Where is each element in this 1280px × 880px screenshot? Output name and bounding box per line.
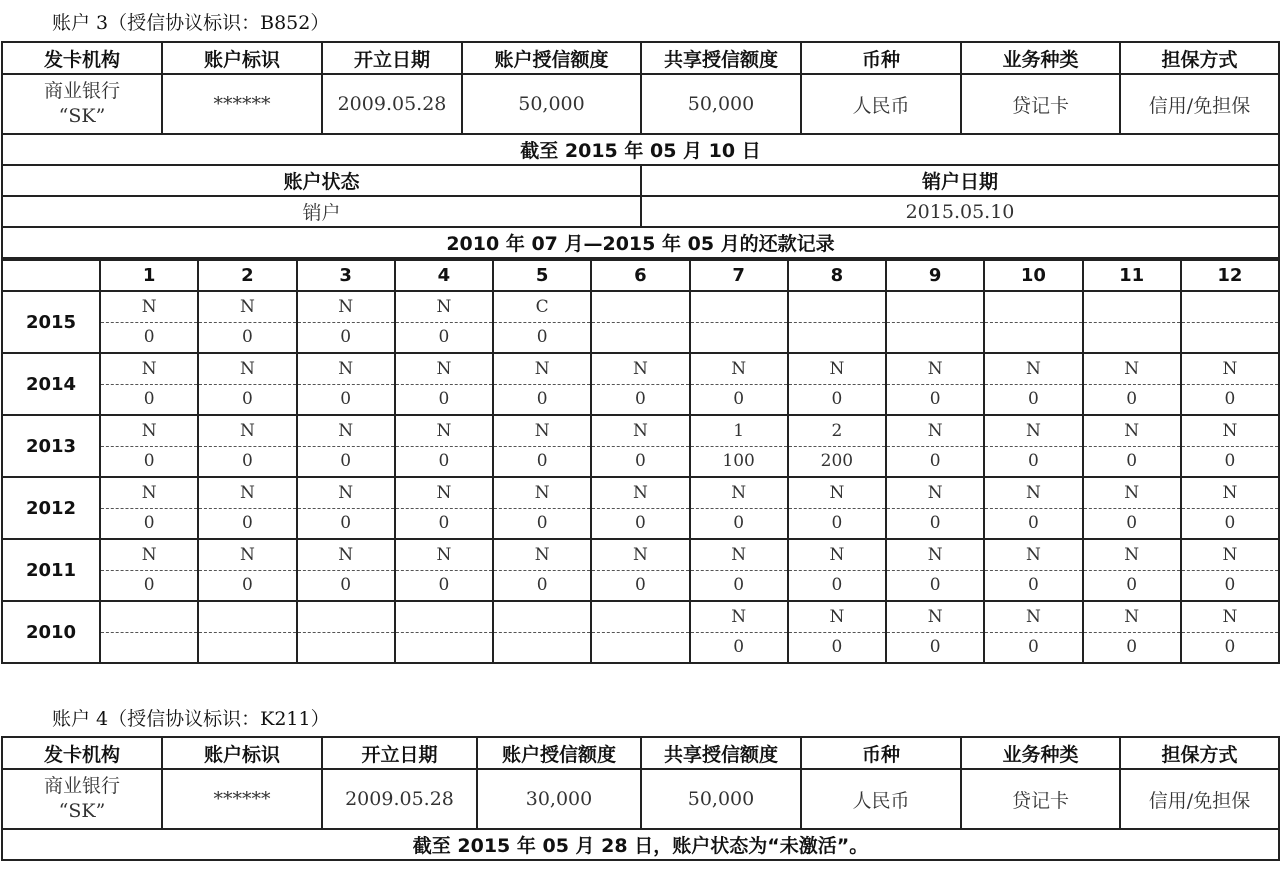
repayment-cell <box>198 291 296 353</box>
overdue-amount: 0 <box>241 575 253 596</box>
repayment-status: N <box>691 602 787 633</box>
overdue-amount: 0 <box>1126 637 1138 658</box>
repayment-cell <box>690 353 788 415</box>
repayment-cell <box>690 291 788 353</box>
open-date-value: 2009.05.28 <box>322 769 477 829</box>
repayment-status: N <box>101 354 197 385</box>
account3-caption: 账户 3（授信协议标识：B852） <box>52 12 330 34</box>
overdue-amount <box>985 323 1081 353</box>
repayment-cell <box>886 353 984 415</box>
overdue-amount: 0 <box>438 327 450 348</box>
repayment-status: N <box>101 478 197 509</box>
month-header: 1 <box>100 260 198 291</box>
repayment-cell <box>1083 291 1181 353</box>
month-header: 10 <box>984 260 1082 291</box>
account-id-value: ****** <box>162 74 322 134</box>
overdue-amount: 0 <box>634 389 646 410</box>
repayment-status: N <box>298 478 394 509</box>
repayment-cell <box>788 353 886 415</box>
grid-corner <box>2 260 100 291</box>
repayment-status: N <box>199 540 295 571</box>
repayment-status: N <box>396 478 492 509</box>
repayment-cell <box>984 291 1082 353</box>
repayment-status: N <box>494 540 590 571</box>
repayment-cell <box>297 415 395 477</box>
overdue-amount: 0 <box>143 451 155 472</box>
overdue-amount: 0 <box>733 637 745 658</box>
repayment-cell <box>1083 539 1181 601</box>
repayment-cell <box>886 291 984 353</box>
month-header: 11 <box>1083 260 1181 291</box>
repayment-status: N <box>1084 416 1180 447</box>
overdue-amount: 0 <box>143 389 155 410</box>
repayment-cell <box>788 539 886 601</box>
overdue-amount: 0 <box>1027 637 1039 658</box>
repayment-status: N <box>199 292 295 323</box>
repayment-status: N <box>298 354 394 385</box>
overdue-amount: 0 <box>1027 451 1039 472</box>
month-header: 9 <box>886 260 984 291</box>
repayment-cell <box>591 539 689 601</box>
repayment-cell <box>100 477 198 539</box>
year-label: 2014 <box>2 353 100 415</box>
repayment-cell <box>690 415 788 477</box>
overdue-amount: 0 <box>241 513 253 534</box>
overdue-amount: 0 <box>733 389 745 410</box>
overdue-amount: 0 <box>340 513 352 534</box>
repayment-cell <box>100 601 198 663</box>
overdue-amount: 0 <box>1126 451 1138 472</box>
repayment-cell <box>1181 477 1279 539</box>
overdue-amount: 200 <box>820 451 854 472</box>
repayment-cell <box>198 353 296 415</box>
repayment-cell <box>395 353 493 415</box>
header-currency: 币种 <box>801 737 961 769</box>
header-guarantee: 担保方式 <box>1120 737 1279 769</box>
repayment-status <box>887 292 983 323</box>
month-header: 3 <box>297 260 395 291</box>
repayment-status <box>1182 292 1278 323</box>
open-date-value: 2009.05.28 <box>322 74 462 134</box>
repayment-status: N <box>298 540 394 571</box>
repayment-cell <box>1083 477 1181 539</box>
overdue-amount: 0 <box>340 451 352 472</box>
repayment-cell <box>591 477 689 539</box>
repayment-cell <box>886 477 984 539</box>
overdue-amount <box>592 633 688 663</box>
overdue-amount: 0 <box>1126 389 1138 410</box>
header-open-date: 开立日期 <box>322 737 477 769</box>
repayment-status <box>691 292 787 323</box>
institution-value <box>2 74 162 134</box>
year-label: 2013 <box>2 415 100 477</box>
repayment-status: N <box>494 478 590 509</box>
repayment-cell <box>198 415 296 477</box>
repayment-status: N <box>985 602 1081 633</box>
repayment-status: C <box>494 292 590 323</box>
repayment-cell <box>591 415 689 477</box>
header-guarantee: 担保方式 <box>1120 42 1279 74</box>
shared-limit-value: 50,000 <box>641 769 801 829</box>
repayment-status: N <box>199 354 295 385</box>
overdue-amount: 0 <box>536 327 548 348</box>
repayment-status <box>789 292 885 323</box>
overdue-amount: 0 <box>340 575 352 596</box>
repayment-status: N <box>789 540 885 571</box>
repayment-cell <box>788 601 886 663</box>
overdue-amount: 0 <box>536 389 548 410</box>
repayment-status: N <box>887 354 983 385</box>
overdue-amount: 0 <box>340 327 352 348</box>
repayment-cell <box>1181 415 1279 477</box>
overdue-amount: 0 <box>241 451 253 472</box>
repayment-status: N <box>985 416 1081 447</box>
header-business-type: 业务种类 <box>961 737 1120 769</box>
repayment-cell <box>493 601 591 663</box>
header-shared-limit: 共享授信额度 <box>641 42 801 74</box>
repayment-status: N <box>298 416 394 447</box>
overdue-amount <box>494 633 590 663</box>
repayment-cell <box>395 601 493 663</box>
overdue-amount: 0 <box>733 513 745 534</box>
overdue-amount: 0 <box>438 513 450 534</box>
header-open-date: 开立日期 <box>322 42 462 74</box>
overdue-amount: 0 <box>143 575 155 596</box>
month-header: 12 <box>1181 260 1279 291</box>
repayment-row <box>2 601 1279 663</box>
repayment-status: N <box>396 540 492 571</box>
account3-info-table <box>1 41 1280 259</box>
header-business-type: 业务种类 <box>961 42 1120 74</box>
header-institution: 发卡机构 <box>2 737 162 769</box>
close-date-header: 销户日期 <box>641 165 1279 196</box>
repayment-status <box>101 602 197 633</box>
repayment-cell <box>198 601 296 663</box>
repayment-status: N <box>1182 540 1278 571</box>
repayment-cell <box>493 291 591 353</box>
repayment-row <box>2 477 1279 539</box>
repayment-status <box>592 602 688 633</box>
year-label: 2011 <box>2 539 100 601</box>
repayment-status <box>396 602 492 633</box>
header-shared-limit: 共享授信额度 <box>641 737 801 769</box>
status-header: 账户状态 <box>2 165 641 196</box>
repayment-status: N <box>396 416 492 447</box>
repayment-status: N <box>1182 602 1278 633</box>
repayment-cell <box>886 601 984 663</box>
repayment-cell <box>493 477 591 539</box>
overdue-amount: 0 <box>1027 513 1039 534</box>
currency-value: 人民币 <box>801 769 961 829</box>
repayment-status: N <box>298 292 394 323</box>
overdue-amount: 0 <box>143 513 155 534</box>
repayment-cell <box>1083 353 1181 415</box>
repayment-cell <box>1181 601 1279 663</box>
overdue-amount: 0 <box>733 575 745 596</box>
repayment-status <box>494 602 590 633</box>
repayment-status: N <box>396 292 492 323</box>
repayment-cell <box>1181 291 1279 353</box>
repayment-cell <box>788 477 886 539</box>
repayment-status: N <box>985 540 1081 571</box>
overdue-amount: 0 <box>831 575 843 596</box>
repayment-status: N <box>101 540 197 571</box>
repayment-status <box>298 602 394 633</box>
repayment-row <box>2 291 1279 353</box>
repayment-status: N <box>199 416 295 447</box>
overdue-amount <box>789 323 885 353</box>
repayment-status: N <box>887 478 983 509</box>
status-value: 销户 <box>2 196 641 227</box>
overdue-amount: 0 <box>929 575 941 596</box>
repayment-cell <box>1083 601 1181 663</box>
repayment-status: N <box>101 416 197 447</box>
repayment-cell <box>493 539 591 601</box>
institution-line1: 商业银行 <box>43 80 120 102</box>
overdue-amount: 0 <box>241 327 253 348</box>
account-id-value: ****** <box>162 769 322 829</box>
repayment-status: N <box>592 416 688 447</box>
repayment-cell <box>984 415 1082 477</box>
month-header: 2 <box>198 260 296 291</box>
repayment-cell <box>297 601 395 663</box>
repayment-cell <box>984 353 1082 415</box>
repayment-status: N <box>592 540 688 571</box>
overdue-amount: 0 <box>929 513 941 534</box>
overdue-amount: 0 <box>1224 637 1236 658</box>
repayment-row <box>2 539 1279 601</box>
overdue-amount: 0 <box>438 575 450 596</box>
guarantee-value: 信用/免担保 <box>1120 769 1279 829</box>
repayment-cell <box>984 601 1082 663</box>
header-credit-limit: 账户授信额度 <box>477 737 641 769</box>
repayment-title: 2010 年 07 月—2015 年 05 月的还款记录 <box>2 227 1279 258</box>
overdue-amount <box>592 323 688 353</box>
overdue-amount: 0 <box>340 389 352 410</box>
overdue-amount: 0 <box>1224 451 1236 472</box>
credit-limit-value: 30,000 <box>477 769 641 829</box>
repayment-status: N <box>1182 354 1278 385</box>
institution-line1: 商业银行 <box>43 775 120 797</box>
repayment-status: N <box>789 354 885 385</box>
repayment-cell <box>591 353 689 415</box>
repayment-row <box>2 353 1279 415</box>
repayment-cell <box>395 291 493 353</box>
overdue-amount: 0 <box>143 327 155 348</box>
repayment-status: N <box>1084 478 1180 509</box>
repayment-cell <box>100 539 198 601</box>
repayment-status: N <box>1084 602 1180 633</box>
overdue-amount: 0 <box>831 637 843 658</box>
account4-caption: 账户 4（授信协议标识：K211） <box>52 708 330 730</box>
overdue-amount <box>887 323 983 353</box>
overdue-amount: 0 <box>831 389 843 410</box>
repayment-status: N <box>985 354 1081 385</box>
business-type-value: 贷记卡 <box>961 769 1120 829</box>
repayment-status: N <box>1182 478 1278 509</box>
repayment-status <box>592 292 688 323</box>
repayment-status: N <box>691 478 787 509</box>
repayment-status: N <box>1084 354 1180 385</box>
overdue-amount: 0 <box>831 513 843 534</box>
header-currency: 币种 <box>801 42 961 74</box>
repayment-status: N <box>1182 416 1278 447</box>
repayment-row <box>2 415 1279 477</box>
month-header: 8 <box>788 260 886 291</box>
repayment-status: N <box>1084 540 1180 571</box>
repayment-status: N <box>691 354 787 385</box>
repayment-status: N <box>985 478 1081 509</box>
repayment-status <box>1084 292 1180 323</box>
repayment-cell <box>395 415 493 477</box>
repayment-cell <box>1083 415 1181 477</box>
account4-status-note: 截至 2015 年 05 月 28 日，账户状态为“未激活”。 <box>2 829 1279 860</box>
institution-value <box>2 769 162 829</box>
overdue-amount <box>691 323 787 353</box>
overdue-amount: 0 <box>438 389 450 410</box>
overdue-amount <box>101 633 197 663</box>
repayment-status: N <box>199 478 295 509</box>
overdue-amount: 0 <box>1126 513 1138 534</box>
overdue-amount: 0 <box>1027 575 1039 596</box>
header-credit-limit: 账户授信额度 <box>462 42 641 74</box>
close-date-value: 2015.05.10 <box>641 196 1279 227</box>
repayment-status <box>199 602 295 633</box>
institution-line2: “SK” <box>58 105 106 127</box>
repayment-cell <box>984 477 1082 539</box>
repayment-status: N <box>887 602 983 633</box>
overdue-amount: 0 <box>438 451 450 472</box>
repayment-status: N <box>789 478 885 509</box>
currency-value: 人民币 <box>801 74 961 134</box>
overdue-amount: 0 <box>1027 389 1039 410</box>
overdue-amount: 100 <box>722 451 755 472</box>
repayment-cell <box>788 291 886 353</box>
repayment-cell <box>100 415 198 477</box>
account4-info-table <box>1 736 1280 861</box>
repayment-cell <box>591 291 689 353</box>
repayment-status: N <box>494 354 590 385</box>
header-account-id: 账户标识 <box>162 42 322 74</box>
repayment-cell <box>886 415 984 477</box>
overdue-amount: 0 <box>1224 575 1236 596</box>
repayment-status: N <box>592 478 688 509</box>
year-label: 2012 <box>2 477 100 539</box>
overdue-amount: 0 <box>536 513 548 534</box>
overdue-amount <box>1084 323 1180 353</box>
repayment-cell <box>493 415 591 477</box>
overdue-amount: 0 <box>634 575 646 596</box>
guarantee-value: 信用/免担保 <box>1120 74 1279 134</box>
repayment-status: N <box>887 416 983 447</box>
repayment-status: N <box>101 292 197 323</box>
overdue-amount: 0 <box>1224 513 1236 534</box>
overdue-amount <box>298 633 394 663</box>
month-header: 6 <box>591 260 689 291</box>
repayment-status: N <box>396 354 492 385</box>
repayment-status <box>985 292 1081 323</box>
repayment-cell <box>591 601 689 663</box>
credit-limit-value: 50,000 <box>462 74 641 134</box>
overdue-amount: 0 <box>634 513 646 534</box>
repayment-status: 1 <box>691 416 787 447</box>
repayment-cell <box>395 477 493 539</box>
overdue-amount: 0 <box>634 451 646 472</box>
overdue-amount: 0 <box>241 389 253 410</box>
repayment-cell <box>198 539 296 601</box>
repayment-cell <box>395 539 493 601</box>
repayment-cell <box>690 477 788 539</box>
overdue-amount: 0 <box>929 389 941 410</box>
repayment-cell <box>100 291 198 353</box>
institution-line2: “SK” <box>58 800 106 822</box>
header-account-id: 账户标识 <box>162 737 322 769</box>
overdue-amount: 0 <box>929 637 941 658</box>
repayment-cell <box>984 539 1082 601</box>
repayment-status: N <box>691 540 787 571</box>
as-of-date: 截至 2015 年 05 月 10 日 <box>2 134 1279 165</box>
repayment-status: 2 <box>789 416 885 447</box>
repayment-cell <box>690 601 788 663</box>
repayment-cell <box>1181 539 1279 601</box>
repayment-cell <box>690 539 788 601</box>
month-header: 7 <box>690 260 788 291</box>
overdue-amount <box>396 633 492 663</box>
overdue-amount: 0 <box>929 451 941 472</box>
overdue-amount <box>1182 323 1278 353</box>
overdue-amount: 0 <box>536 575 548 596</box>
repayment-cell <box>1181 353 1279 415</box>
repayment-cell <box>297 353 395 415</box>
overdue-amount: 0 <box>536 451 548 472</box>
repayment-cell <box>493 353 591 415</box>
repayment-status: N <box>592 354 688 385</box>
repayment-cell <box>100 353 198 415</box>
month-header: 5 <box>493 260 591 291</box>
repayment-status: N <box>494 416 590 447</box>
repayment-cell <box>297 291 395 353</box>
repayment-cell <box>297 477 395 539</box>
repayment-cell <box>788 415 886 477</box>
year-label: 2010 <box>2 601 100 663</box>
overdue-amount: 0 <box>1126 575 1138 596</box>
shared-limit-value: 50,000 <box>641 74 801 134</box>
header-institution: 发卡机构 <box>2 42 162 74</box>
business-type-value: 贷记卡 <box>961 74 1120 134</box>
repayment-cell <box>198 477 296 539</box>
repayment-status: N <box>887 540 983 571</box>
repayment-status: N <box>789 602 885 633</box>
repayment-grid <box>1 259 1280 664</box>
month-header: 4 <box>395 260 493 291</box>
repayment-cell <box>297 539 395 601</box>
repayment-cell <box>886 539 984 601</box>
overdue-amount <box>199 633 295 663</box>
overdue-amount: 0 <box>1224 389 1236 410</box>
year-label: 2015 <box>2 291 100 353</box>
